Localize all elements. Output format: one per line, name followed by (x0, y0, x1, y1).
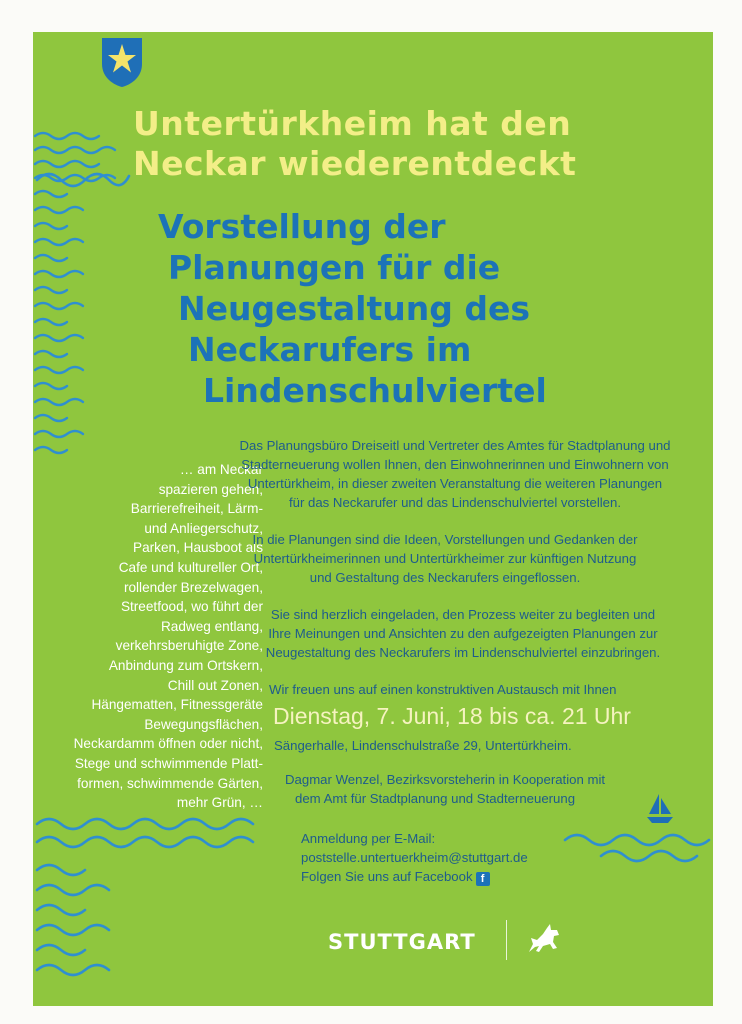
paragraph-intro (205, 436, 705, 512)
paragraph-line: In die Planungen sind die Ideen, Vorstellungen und Gedanken der (252, 532, 638, 547)
stuttgart-logo-text: STUTTGART (328, 930, 476, 954)
event-intro: Wir freuen uns auf einen konstruktiven Austausch mit Ihnen (269, 682, 617, 697)
side-item: Bewegungsflächen, (144, 716, 263, 732)
side-item: Streetfood, wo führt der (120, 599, 263, 615)
contact-info (301, 829, 528, 886)
sailboat-icon (645, 792, 675, 826)
facebook-icon: f (476, 872, 490, 886)
side-item: Parken, Hausboot als (133, 540, 263, 556)
title-line-1: Untertürkheim hat den (133, 104, 572, 143)
paragraph-invitation (228, 605, 698, 662)
side-item: Neckardamm öffnen oder nicht, (73, 736, 263, 752)
event-venue: Sängerhalle, Lindenschulstraße 29, Untertürkheim. (274, 738, 572, 753)
title-line-2: Neckar wiederentdeckt (133, 144, 577, 183)
main-title (133, 104, 693, 184)
side-item: formen, schwimmende Gärten, (77, 775, 263, 791)
contact-email[interactable]: poststelle.untertuerkheim@stuttgart.de (301, 850, 528, 865)
logo-divider (506, 920, 507, 960)
paragraph-line: Untertürkheim, in dieser zweiten Veranstaltung die weiteren Planungen (247, 476, 663, 491)
side-item: Radweg entlang, (160, 618, 263, 634)
facebook-link[interactable] (301, 867, 528, 886)
host-line: dem Amt für Stadtplanung und Stadterneuerung (295, 791, 576, 806)
subtitle-line-5: Lindenschulviertel (203, 371, 547, 410)
star-crest-icon (100, 36, 144, 88)
subtitle-line-3: Neugestaltung des (178, 289, 531, 328)
contact-label: Anmeldung per E-Mail: (301, 831, 436, 846)
side-item: Chill out Zonen, (167, 677, 263, 693)
host-info (285, 770, 605, 808)
poster (33, 32, 713, 1006)
paragraph-line: Ihre Meinungen und Ansichten zu den aufgezeigten Planungen zur (268, 626, 658, 641)
side-item: verkehrsberuhigte Zone, (115, 638, 263, 654)
side-item: Anbindung zum Ortskern, (108, 657, 263, 673)
subtitle-line-4: Neckarufers im (188, 330, 472, 369)
bottom-left-wave-decoration (33, 812, 313, 982)
paragraph-line: und Gestaltung des Neckarufers eingeflossen. (309, 570, 581, 585)
paragraph-line: Stadterneuerung wollen Ihnen, den Einwohnerinnen und Einwohnern von (241, 457, 669, 472)
paragraph-line: Untertürkheimerinnen und Untertürkheimer zur künftigen Nutzung (253, 551, 637, 566)
side-item: Stege und schwimmende Platt- (74, 755, 263, 771)
subtitle-line-1: Vorstellung der (158, 207, 446, 246)
side-item: mehr Grün, … (176, 795, 263, 811)
side-item: Barrierefreiheit, Lärm- (130, 501, 263, 517)
host-line: Dagmar Wenzel, Bezirksvorsteherin in Kooperation mit (285, 772, 606, 787)
side-item: und Anliegerschutz, (144, 520, 263, 536)
event-date: Dienstag, 7. Juni, 18 bis ca. 21 Uhr (273, 703, 631, 729)
side-item: Cafe und kultureller Ort, (118, 559, 263, 575)
horse-logo-icon (523, 922, 563, 958)
right-wave-decoration (561, 822, 713, 872)
side-item: spazieren gehen, (158, 481, 263, 497)
side-item: rollender Brezelwagen, (123, 579, 263, 595)
paragraph-line: Neugestaltung des Neckarufers im Lindenschulviertel einzubringen. (265, 645, 661, 660)
paragraph-line: für das Neckarufer und das Lindenschulviertel vorstellen. (288, 495, 622, 510)
paragraph-ideas (205, 530, 685, 587)
paragraph-line: Sie sind herzlich eingeladen, den Prozess weiter zu begleiten und (270, 607, 656, 622)
side-item: Hängematten, Fitnessgeräte (91, 697, 263, 713)
paragraph-line: Das Planungsbüro Dreiseitl und Vertreter des Amtes für Stadtplanung und (239, 438, 671, 453)
side-item: … am Neckar (179, 462, 263, 477)
facebook-text: Folgen Sie uns auf Facebook (301, 869, 473, 884)
title-wave-decoration (33, 162, 133, 192)
subtitle-line-2: Planungen für die (168, 248, 501, 287)
